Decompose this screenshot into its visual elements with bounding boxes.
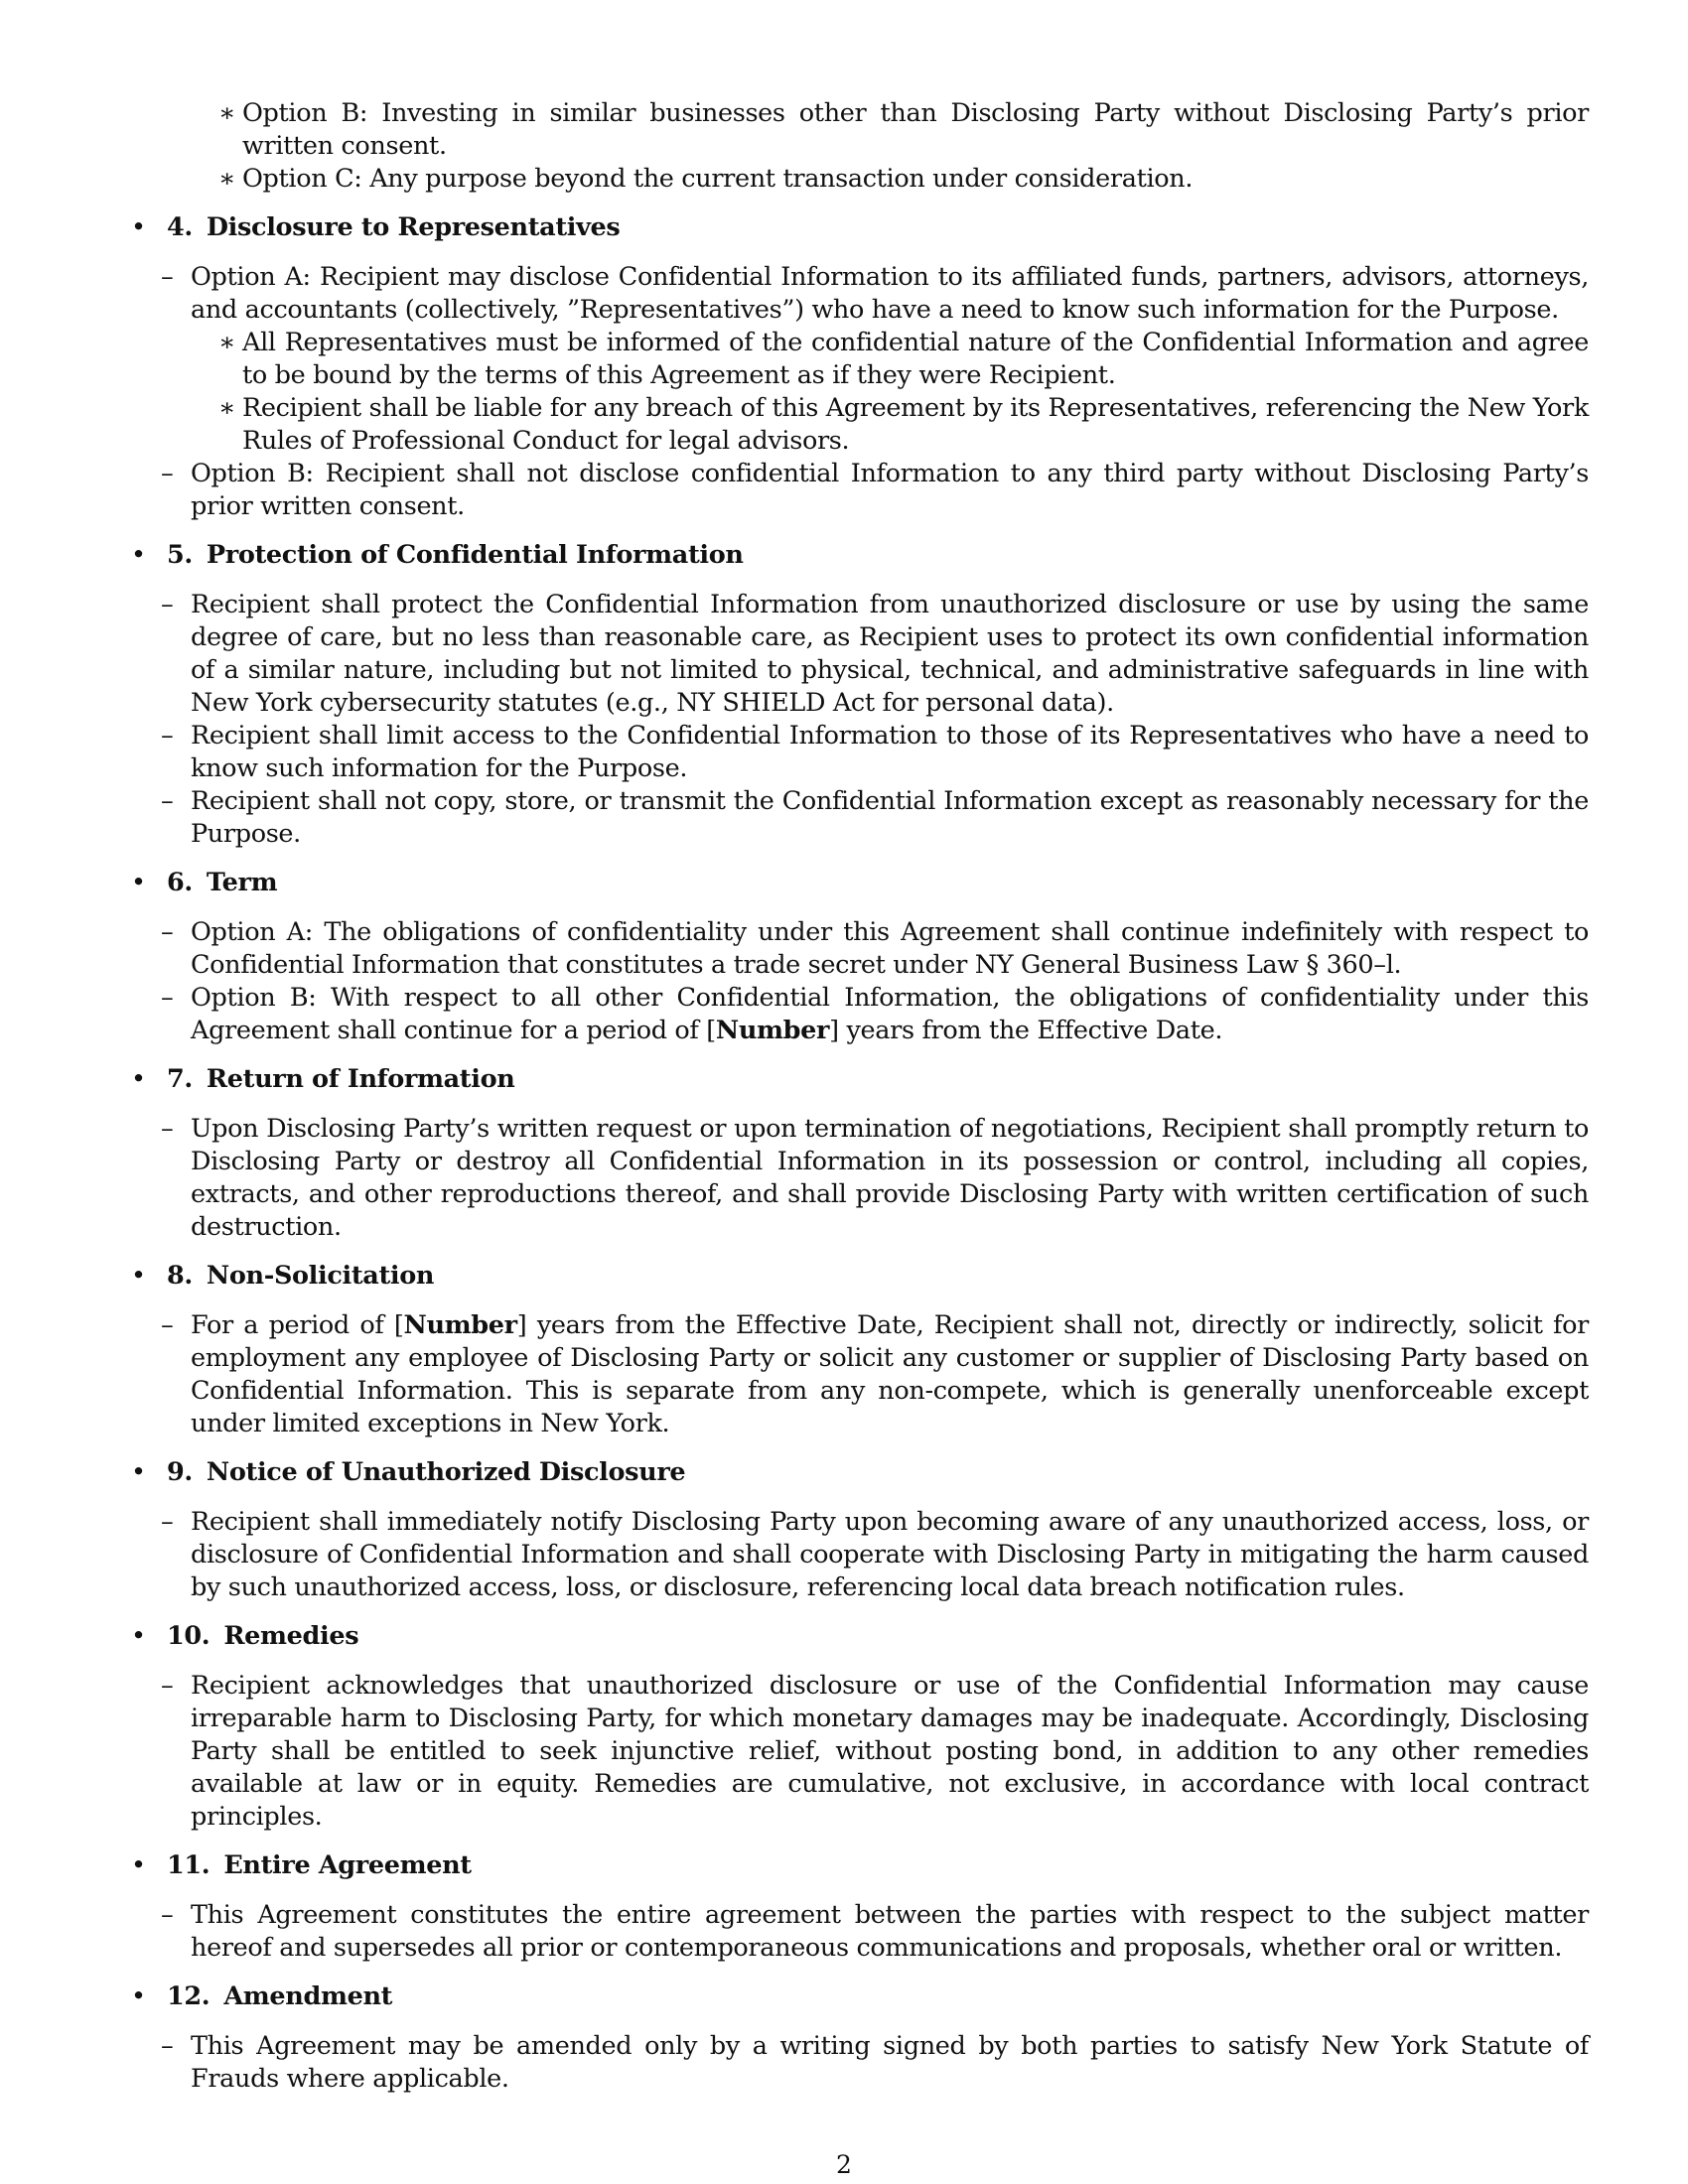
item-text: This Agreement constitutes the entire agreement between the parties with respect to the subject matter hereof and supersedes all prior or contemporaneous communications and proposals, whether oral or written. xyxy=(191,1900,1589,1963)
item-text: Option B: With respect to all other Confidential Information, the obligations of confidentiality under this Agreement shall continue for a period of [Number] years from the Effective Date. xyxy=(191,983,1589,1045)
dash-bullet-icon: – xyxy=(161,917,174,947)
list-item xyxy=(131,97,1589,163)
list-item xyxy=(131,392,1589,458)
section-heading: 10. Remedies xyxy=(167,1621,359,1651)
star-bullet-icon: ∗ xyxy=(218,328,235,357)
bullet-icon: • xyxy=(131,1261,146,1291)
list-item xyxy=(131,982,1589,1047)
item-text: All Representatives must be informed of the confidential nature of the Confidential Information and agree to be bound by the terms of this Agreement as if they were Recipient. xyxy=(242,328,1589,390)
dash-bullet-icon: – xyxy=(161,786,174,816)
dash-bullet-icon: – xyxy=(161,1114,174,1144)
item-text: For a period of [Number] years from the Effective Date, Recipient shall not, directly or indirectly, solicit for employment any employee of Disclosing Party or solicit any customer or supplier of Disclosing Party based on Confidential Information. This is separate from any non-compete, which is generally unenforceable except under limited exceptions in New York. xyxy=(191,1310,1589,1438)
dash-bullet-icon: – xyxy=(161,1507,174,1537)
list-item xyxy=(131,1899,1589,1965)
section-7 xyxy=(131,1063,1589,1244)
list-item xyxy=(131,916,1589,982)
item-text: Option A: The obligations of confidentiality under this Agreement shall continue indefinitely with respect to Confidential Information that constitutes a trade secret under NY General Business Law § 360–l. xyxy=(191,917,1589,980)
list-item xyxy=(131,163,1589,196)
bullet-icon: • xyxy=(131,1621,146,1651)
dash-bullet-icon: – xyxy=(161,1671,174,1701)
item-text: Recipient acknowledges that unauthorized disclosure or use of the Confidential Information may cause irreparable harm to Disclosing Party, for which monetary damages may be inadequate. Accordingly, Disclosing Party shall be entitled to seek injunctive relief, without posting bond, in addition to any other remedies available at law or in equity. Remedies are cumulative, not exclusive, in accordance with local contract principles. xyxy=(191,1671,1589,1832)
item-text: Option A: Recipient may disclose Confidential Information to its affiliated funds, partners, advisors, attorneys, and accountants (collectively, ”Representatives”) who have a need to know such information for the Purpose. xyxy=(191,262,1589,325)
section-9 xyxy=(131,1456,1589,1604)
item-text: Recipient shall be liable for any breach of this Agreement by its Representatives, referencing the New York Rules of Professional Conduct for legal advisors. xyxy=(242,393,1589,456)
dash-bullet-icon: – xyxy=(161,983,174,1013)
bullet-icon: • xyxy=(131,1064,146,1094)
dash-bullet-icon: – xyxy=(161,1900,174,1930)
document-body xyxy=(131,97,1589,2112)
item-text: Option B: Investing in similar businesses other than Disclosing Party without Disclosing Party’s prior written consent. xyxy=(242,98,1589,161)
bullet-icon: • xyxy=(131,868,146,897)
bullet-icon: • xyxy=(131,1981,146,2011)
section-heading: 4. Disclosure to Representatives xyxy=(167,212,621,242)
list-item xyxy=(131,2030,1589,2096)
section-4 xyxy=(131,211,1589,523)
item-text: Recipient shall protect the Confidential Information from unauthorized disclosure or use by using the same degree of care, but no less than reasonable care, as Recipient uses to protect its own confidential information of a similar nature, including but not limited to physical, technical, and administrative safeguards in line with New York cybersecurity statutes (e.g., NY SHIELD Act for personal data). xyxy=(191,590,1589,718)
list-item xyxy=(131,1670,1589,1834)
section-6 xyxy=(131,867,1589,1047)
bullet-icon: • xyxy=(131,212,146,242)
section-heading: 9. Notice of Unauthorized Disclosure xyxy=(167,1457,686,1487)
section-12 xyxy=(131,1980,1589,2096)
item-text: Recipient shall limit access to the Confidential Information to those of its Representatives who have a need to know such information for the Purpose. xyxy=(191,721,1589,783)
section-heading: 8. Non-Solicitation xyxy=(167,1261,435,1291)
section-heading: 7. Return of Information xyxy=(167,1064,515,1094)
list-item xyxy=(131,327,1589,392)
bullet-icon: • xyxy=(131,1457,146,1487)
section-10 xyxy=(131,1620,1589,1834)
section-heading: 5. Protection of Confidential Information xyxy=(167,540,744,570)
dash-bullet-icon: – xyxy=(161,721,174,751)
list-item xyxy=(131,458,1589,523)
star-bullet-icon: ∗ xyxy=(218,164,235,194)
list-item xyxy=(131,785,1589,851)
dash-bullet-icon: – xyxy=(161,262,174,292)
dash-bullet-icon: – xyxy=(161,2031,174,2061)
bullet-icon: • xyxy=(131,540,146,570)
section-11 xyxy=(131,1849,1589,1965)
section-5 xyxy=(131,539,1589,851)
item-text: Recipient shall immediately notify Disclosing Party upon becoming aware of any unauthorized access, loss, or disclosure of Confidential Information and shall cooperate with Disclosing Party in mitigating the harm caused by such unauthorized access, loss, or disclosure, referencing local data breach notification rules. xyxy=(191,1507,1589,1602)
page-number: 2 xyxy=(836,2150,852,2179)
list-item xyxy=(131,1113,1589,1244)
list-item xyxy=(131,1309,1589,1440)
star-bullet-icon: ∗ xyxy=(218,98,235,128)
dash-bullet-icon: – xyxy=(161,459,174,488)
item-text: This Agreement may be amended only by a writing signed by both parties to satisfy New York Statute of Frauds where applicable. xyxy=(191,2031,1589,2094)
bullet-icon: • xyxy=(131,1850,146,1880)
dash-bullet-icon: – xyxy=(161,1310,174,1340)
list-item xyxy=(131,261,1589,327)
item-text: Option B: Recipient shall not disclose confidential Information to any third party without Disclosing Party’s prior written consent. xyxy=(191,459,1589,521)
section-8 xyxy=(131,1260,1589,1440)
list-item xyxy=(131,589,1589,720)
list-item xyxy=(131,720,1589,785)
item-text: Upon Disclosing Party’s written request or upon termination of negotiations, Recipient shall promptly return to Disclosing Party or destroy all Confidential Information in its possession or control, including all copies, extracts, and other reproductions thereof, and shall provide Disclosing Party with written certification of such destruction. xyxy=(191,1114,1589,1242)
item-text: Option C: Any purpose beyond the current transaction under consideration. xyxy=(242,164,1194,194)
star-bullet-icon: ∗ xyxy=(218,393,235,423)
section-heading: 12. Amendment xyxy=(167,1981,393,2011)
item-text: Recipient shall not copy, store, or transmit the Confidential Information except as reasonably necessary for the Purpose. xyxy=(191,786,1589,849)
continued-subitems xyxy=(131,97,1589,196)
section-heading: 6. Term xyxy=(167,868,278,897)
dash-bullet-icon: – xyxy=(161,590,174,619)
section-heading: 11. Entire Agreement xyxy=(167,1850,472,1880)
list-item xyxy=(131,1506,1589,1604)
